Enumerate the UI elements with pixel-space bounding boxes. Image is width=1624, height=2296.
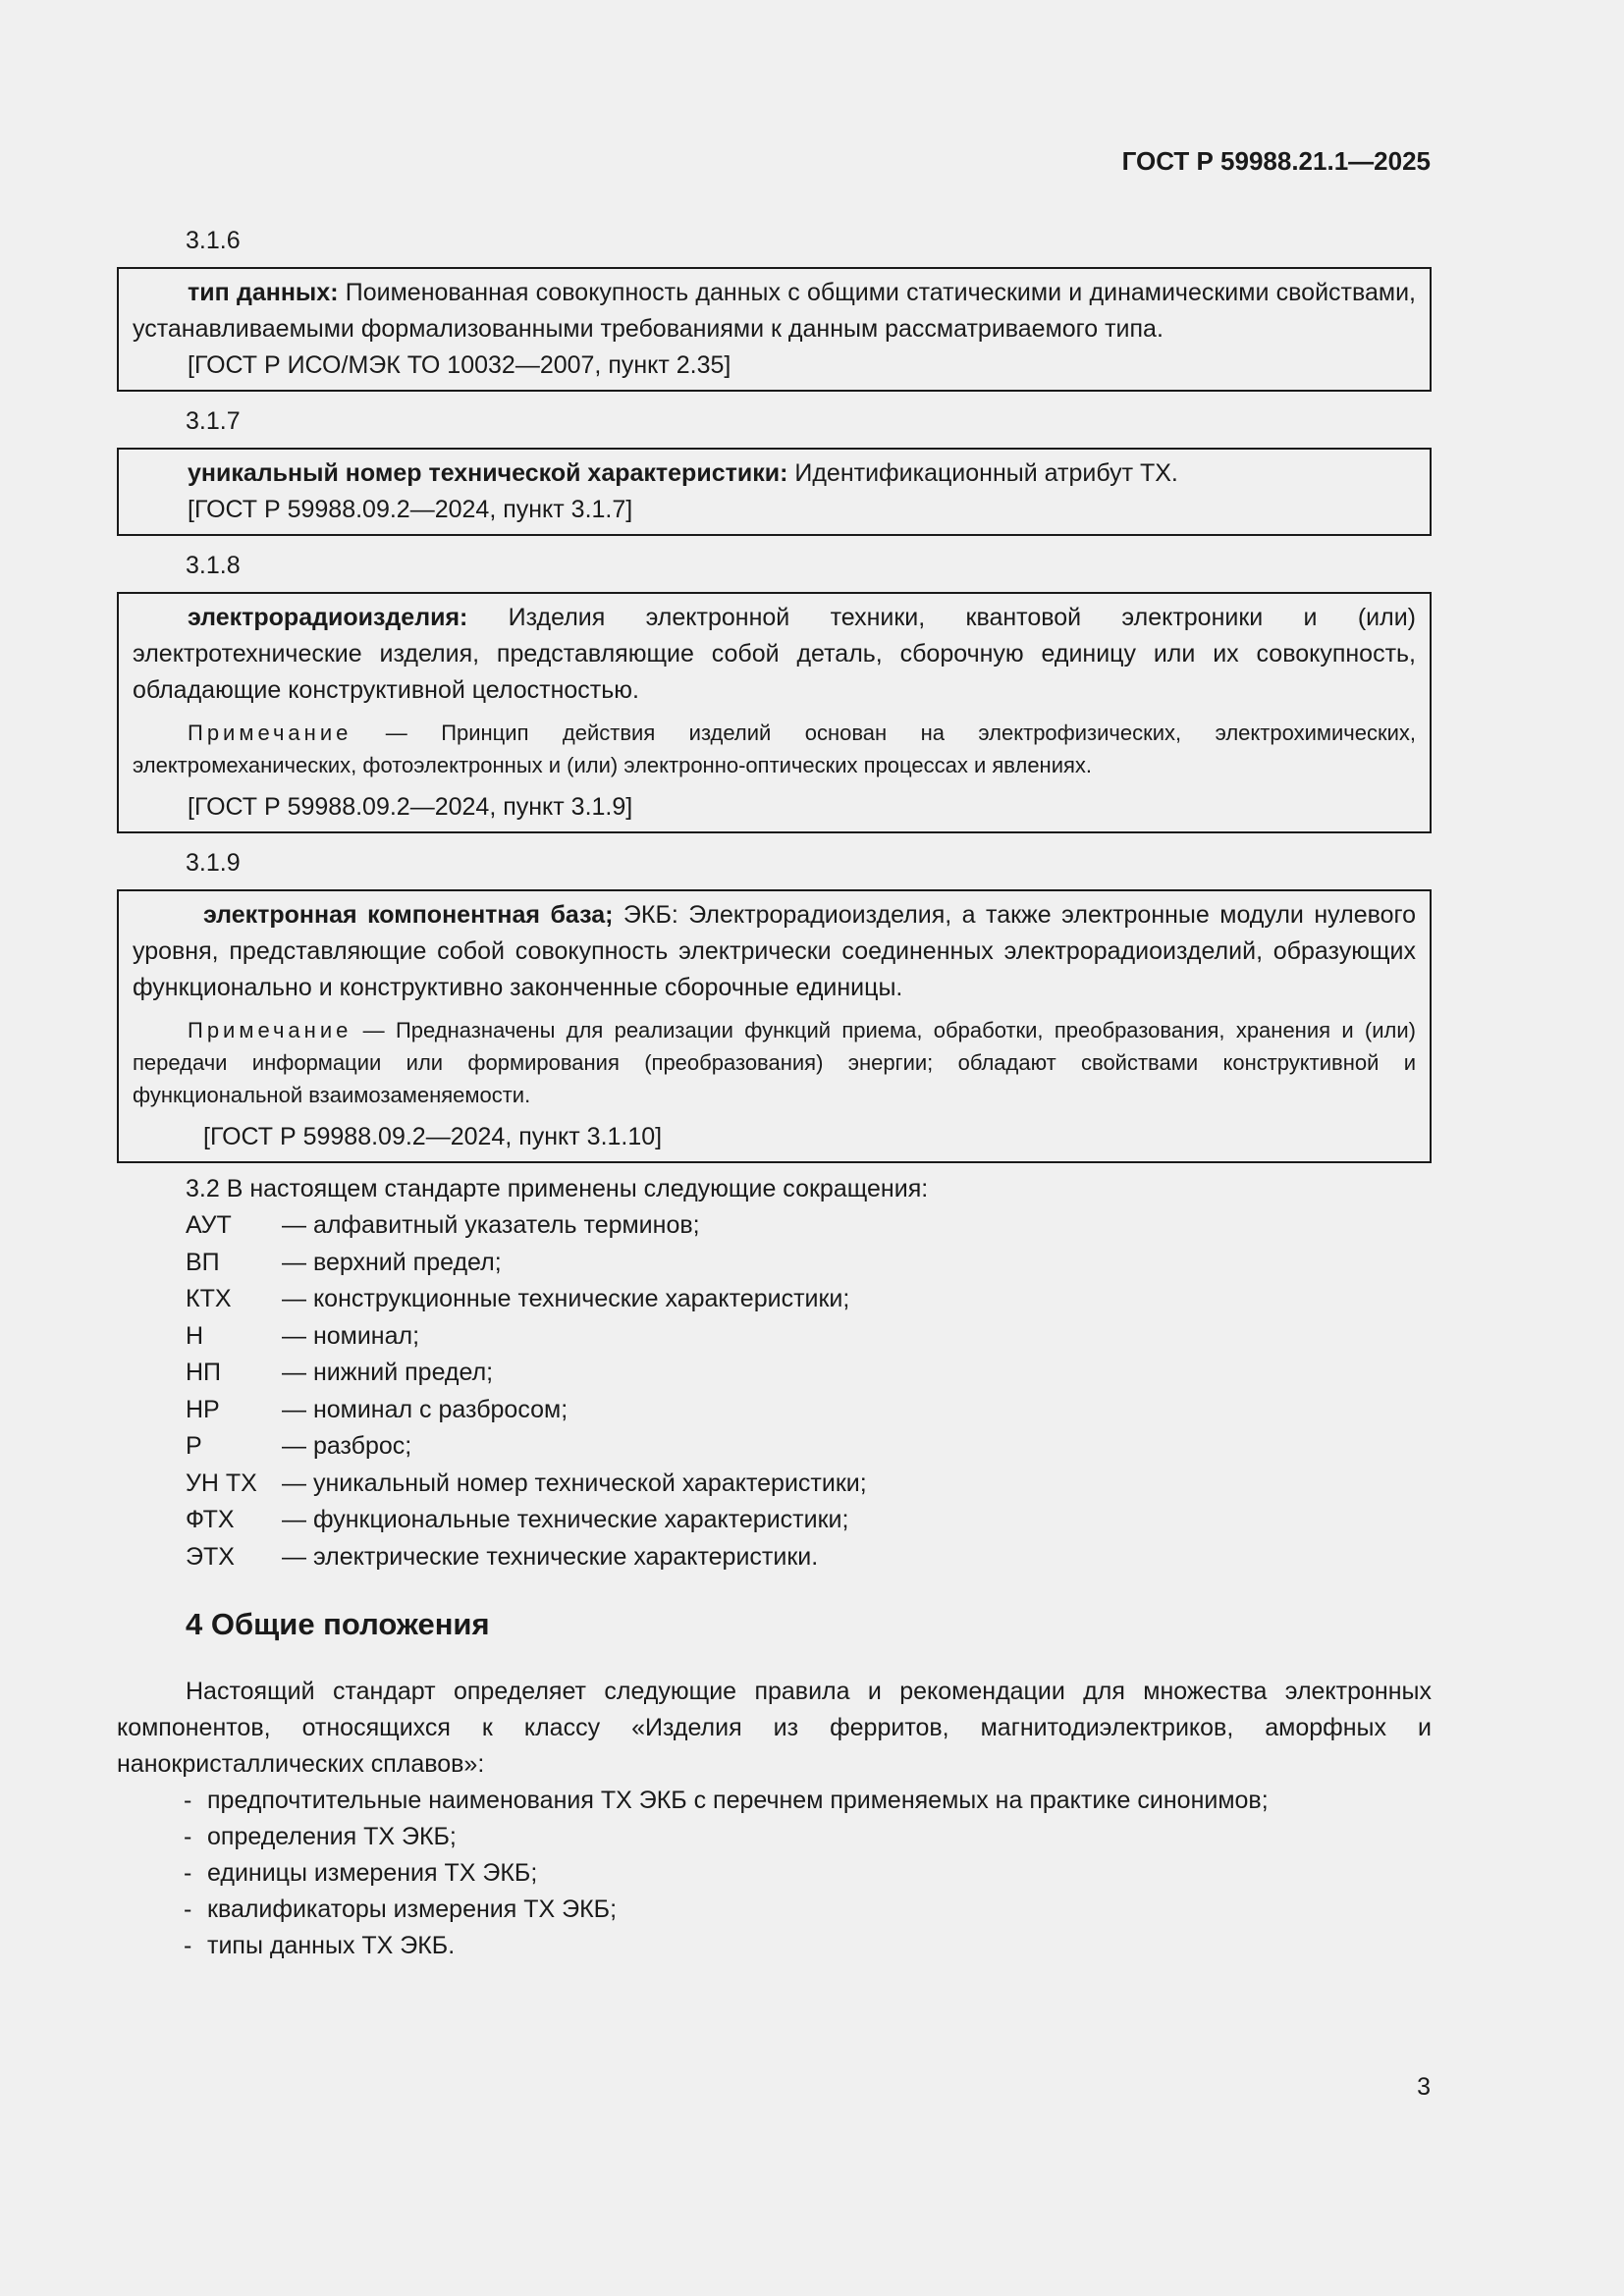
section-title: 4 Общие положения [186, 1607, 490, 1641]
abbreviation-code: НП [186, 1359, 222, 1386]
term-box [117, 889, 1432, 1163]
bullet-item [117, 1855, 1432, 1892]
term-name: электронная компонентная база; [203, 901, 614, 929]
definition-text: ЭКБ: Электрорадиоизделия, а также электронные модули нулевого уровня, представляющие собой совокупность электрически соединенных электрорадиоизделий, образующих функционально и конструктивно законченные сборочные единицы. [133, 901, 1416, 1001]
bullet-text: определения ТХ ЭКБ; [207, 1823, 457, 1850]
abbreviation-row [186, 1539, 1432, 1576]
abbreviation-text: — нижний предел; [282, 1359, 494, 1386]
abbreviation-row [186, 1318, 1432, 1356]
abbreviation-row [186, 1245, 1432, 1282]
bullet-text: предпочтительные наименования ТХ ЭКБ с перечнем применяемых на практике синонимов; [207, 1787, 1269, 1814]
abbreviations-list [117, 1207, 1432, 1575]
abbreviation-row [186, 1207, 1432, 1245]
page-content [117, 223, 1432, 1964]
abbreviation-code: ФТХ [186, 1506, 235, 1533]
term-source: [ГОСТ Р 59988.09.2—2024, пункт 3.1.7] [188, 496, 633, 523]
abbreviation-code: ЭТХ [186, 1542, 235, 1571]
abbreviation-text: — алфавитный указатель терминов; [282, 1211, 700, 1239]
bullet-marker: - [184, 1896, 192, 1923]
note-label: Примечание [188, 1018, 352, 1042]
term-definition [133, 897, 1416, 1006]
term-source: [ГОСТ Р 59988.09.2—2024, пункт 3.1.10] [203, 1123, 663, 1150]
abbreviation-row [186, 1355, 1432, 1392]
term-name: уникальный номер технической характеристики: [188, 459, 788, 487]
abbreviation-row [186, 1428, 1432, 1466]
bullet-item [117, 1892, 1432, 1928]
page-number: 3 [1417, 2073, 1431, 2101]
term-box [117, 267, 1432, 392]
definition-text: Поименованная совокупность данных с общими статическими и динамическими свойствами, устанавливаемыми формализованными требованиями к данным рассматриваемого типа. [133, 279, 1416, 343]
term-source: [ГОСТ Р 59988.09.2—2024, пункт 3.1.9] [188, 793, 633, 821]
abbreviation-row [186, 1281, 1432, 1318]
bullet-marker: - [184, 1787, 192, 1814]
term-number: 3.1.7 [186, 407, 241, 435]
term-number: 3.1.9 [186, 849, 241, 877]
bullet-text: типы данных ТХ ЭКБ. [207, 1932, 456, 1959]
abbreviation-text: — конструкционные технические характеристики; [282, 1285, 850, 1312]
term-note [133, 717, 1416, 781]
bullet-item [117, 1819, 1432, 1855]
abbreviation-code: Р [186, 1432, 202, 1460]
bullet-list [117, 1783, 1432, 1964]
abbreviation-row [186, 1392, 1432, 1429]
term-name: тип данных: [188, 279, 339, 306]
abbreviation-text: — разброс; [282, 1432, 412, 1460]
section-paragraph: Настоящий стандарт определяет следующие правила и рекомендации для множества электронных компонентов, относящихся к классу «Изделия из ферритов, магнитодиэлектриков, аморфных и нанокристаллических сплавов»: [117, 1678, 1432, 1778]
document-header: ГОСТ Р 59988.21.1—2025 [1121, 146, 1431, 176]
note-text: — Предназначены для реализации функций приема, обработки, преобразования, хранения и (или) передачи информации или формирования (преобразования) энергии; обладают свойствами конструктивной и функциональной взаимозаменяемости. [133, 1018, 1416, 1107]
definition-text: Изделия электронной техники, квантовой электроники и (или) электротехнические изделия, представляющие собой деталь, сборочную единицу или их совокупность, обладающие конструктивной целостностью. [133, 604, 1416, 704]
definition-text: Идентификационный атрибут ТХ. [787, 459, 1178, 487]
abbreviation-text: — функциональные технические характеристики; [282, 1506, 849, 1533]
bullet-marker: - [184, 1932, 192, 1959]
abbreviations-intro: 3.2 В настоящем стандарте применены следующие сокращения: [186, 1175, 929, 1202]
term-definition [133, 455, 1416, 492]
term-definition [133, 275, 1416, 347]
abbreviation-code: УН ТХ [186, 1468, 257, 1497]
bullet-marker: - [184, 1823, 192, 1850]
term-source: [ГОСТ Р ИСО/МЭК ТО 10032—2007, пункт 2.35] [188, 351, 731, 379]
abbreviation-code: НР [186, 1395, 220, 1423]
bullet-item [117, 1783, 1432, 1819]
abbreviation-text: — номинал с разбросом; [282, 1395, 568, 1423]
abbreviation-text: — электрические технические характеристики. [282, 1542, 819, 1571]
term-definition [133, 600, 1416, 709]
term-name: электрорадиоизделия: [188, 604, 468, 631]
term-number: 3.1.8 [186, 552, 241, 579]
term-box [117, 592, 1432, 833]
bullet-marker: - [184, 1859, 192, 1887]
term-number: 3.1.6 [186, 227, 241, 254]
bullet-item [117, 1928, 1432, 1964]
abbreviation-row [186, 1466, 1432, 1503]
abbreviation-code: Н [186, 1321, 204, 1350]
term-note [133, 1014, 1416, 1111]
note-label: Примечание [188, 721, 352, 745]
abbreviation-code: КТХ [186, 1285, 232, 1312]
bullet-text: единицы измерения ТХ ЭКБ; [207, 1859, 538, 1887]
abbreviation-row [186, 1502, 1432, 1539]
bullet-text: квалификаторы измерения ТХ ЭКБ; [207, 1896, 618, 1923]
abbreviation-text: — уникальный номер технической характеристики; [282, 1468, 867, 1497]
abbreviation-code: ВП [186, 1248, 220, 1276]
term-box [117, 448, 1432, 536]
abbreviation-code: АУТ [186, 1211, 232, 1239]
abbreviation-text: — номинал; [282, 1321, 420, 1350]
note-text: — Принцип действия изделий основан на электрофизических, электрохимических, электромеханических, фотоэлектронных и (или) электронно-оптических процессах и явлениях. [133, 721, 1416, 777]
abbreviation-text: — верхний предел; [282, 1248, 502, 1276]
